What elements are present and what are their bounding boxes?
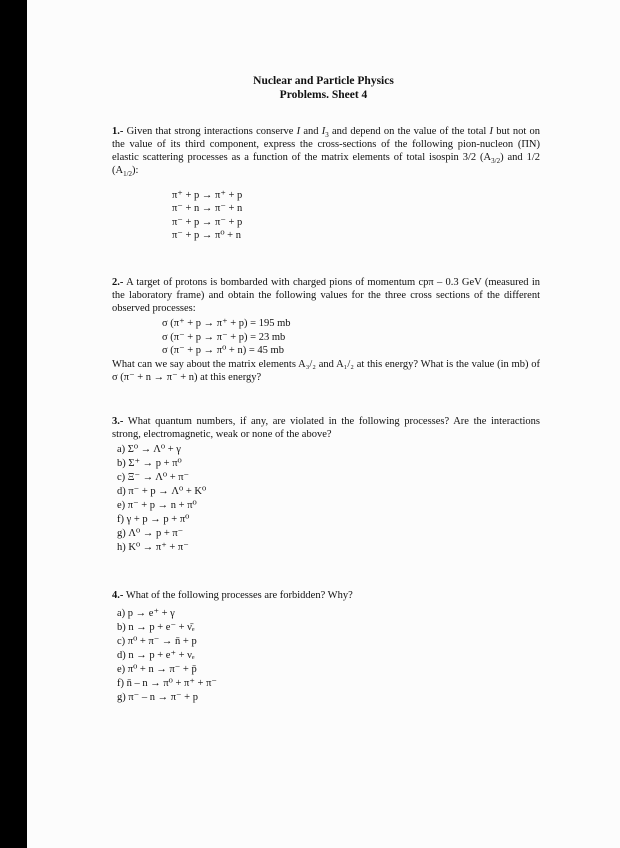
problem-1-process: π⁺ + p → π⁺ + p [172,190,243,201]
problem-4-item: c) π⁰ + π⁻ → n̄ + p [117,636,197,647]
problem-4-text: 4.- What of the following processes are forbidden? Why? [112,590,353,601]
problem-4-number: 4.- [112,590,124,601]
problem-2-cross-section: σ (π⁻ + p → π⁻ + p) = 23 mb [162,332,286,343]
problem-4-item: g) π⁻ – n → π⁻ + p [117,692,198,703]
problem-3-item: h) K⁰ → π⁺ + π⁻ [117,542,189,553]
problem-4-item: b) n → p + e⁻ + ν̄ₑ [117,622,195,633]
problem-1-number: 1.- [112,126,124,137]
document-title: Nuclear and Particle Physics [253,75,394,87]
problem-4-item: e) π⁰ + n → π⁻ + p̄ [117,664,197,675]
problem-4-item: a) p → e⁺ + γ [117,608,175,619]
problem-3-number: 3.- [112,416,124,427]
problem-3-item: d) π⁻ + p → Λ⁰ + K⁰ [117,486,207,497]
problem-2-cross-section: σ (π⁺ + p → π⁺ + p) = 195 mb [162,318,291,329]
problem-2-question: What can we say about the matrix elements A₃/₂ and A₁/₂ at this energy? What is the value (in mb) of σ (π⁻ + n → π⁻ + n) at this energy? [112,359,540,383]
problem-3-item: c) Ξ⁻ → Λ⁰ + π⁻ [117,472,190,483]
problem-3-item: a) Σ⁰ → Λ⁰ + γ [117,444,181,455]
problem-4-item: f) n̄ – n → π⁰ + π⁺ + π⁻ [117,678,217,689]
problem-1-process: π⁻ + p → π⁰ + n [172,230,241,241]
problem-2-cross-section: σ (π⁻ + p → π⁰ + n) = 45 mb [162,345,284,356]
problem-2-number: 2.- [112,277,124,288]
problem-3-text: 3.- What quantum numbers, if any, are violated in the following processes? Are the interactions strong, electromagnetic, weak or none of the above? [112,416,540,440]
problem-1-process: π⁻ + p → π⁻ + p [172,217,243,228]
problem-3-item: b) Σ⁺ → p + π⁰ [117,458,182,469]
problem-2-text: 2.- A target of protons is bombarded with charged pions of momentum cpπ – 0.3 GeV (measured in the laboratory frame) and obtain the following values for the three cross sections of the different observed processes: [112,277,541,314]
document-page [27,0,620,848]
problem-3-item: f) γ + p → p + π⁰ [117,514,190,525]
problem-1-process: π⁻ + n → π⁻ + n [172,203,243,214]
problem-1-text: 1.- Given that strong interactions conserve I and $I_3$ and depend on the value of the total I but not on the value of its third component, express the cross-sections of the following pion-nucleon (ΠN) elastic scattering processes as a function of the matrix elements of total isospin 3/2 $(A_{3/2})$ and 1/2 $(A_{1/2})$: [112,126,541,179]
problem-3-item: e) π⁻ + p → n + π⁰ [117,500,197,511]
document-subtitle: Problems. Sheet 4 [279,89,368,101]
problem-3-item: g) Λ⁰ → p + π⁻ [117,528,184,539]
problem-4-item: d) n → p + e⁺ + νₑ [117,650,195,661]
